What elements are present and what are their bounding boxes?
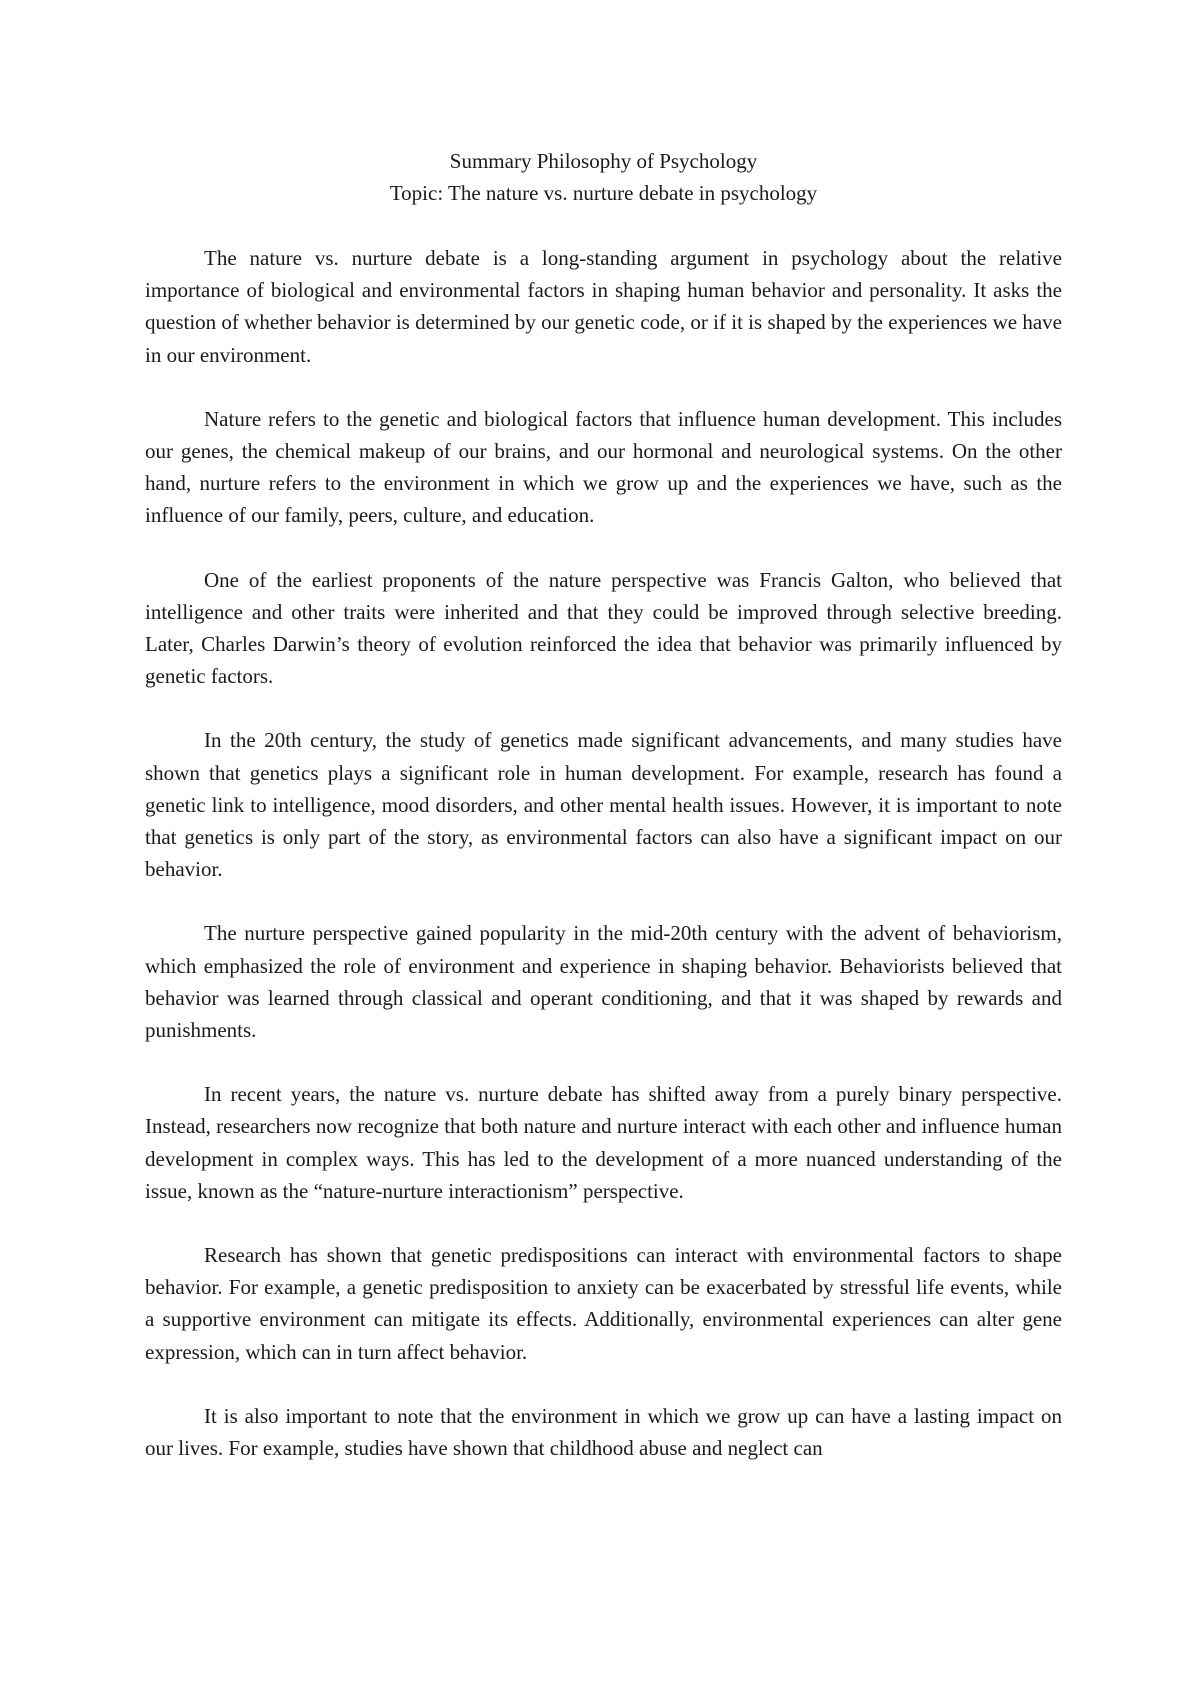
document-body — [145, 145, 1062, 1496]
document-title: Summary Philosophy of Psychology — [449, 149, 758, 173]
paragraph: Nature refers to the genetic and biological factors that influence human development. This includes our genes, the chemical makeup of our brains, and our hormonal and neurological systems. On the other hand, nurture refers to the environment in which we grow up and the experiences we have, such as the influence of our family, peers, culture, and education. — [145, 406, 1062, 528]
paragraph: Research has shown that genetic predispositions can interact with environmental factors to shape behavior. For example, a genetic predisposition to anxiety can be exacerbated by stressful life events, while a supportive environment can mitigate its effects. Additionally, environmental experiences can alter gene expression, which can in turn affect behavior. — [145, 1243, 1062, 1364]
paragraph: In the 20th century, the study of genetics made significant advancements, and many studies have shown that genetics plays a significant role in human development. For example, research has found a genetic link to intelligence, mood disorders, and other mental health issues. However, it is important to note that genetics is only part of the story, as environmental factors can also have a significant impact on our behavior. — [145, 728, 1062, 882]
title-spacer — [145, 209, 1062, 242]
paragraph: The nature vs. nurture debate is a long-standing argument in psychology about the relative importance of biological and environmental factors in shaping human behavior and personality. It asks the question of whether behavior is determined by our genetic code, or if it is shaped by the experiences we have in our environment. — [145, 246, 1062, 367]
paragraph: The nurture perspective gained popularity in the mid-20th century with the advent of behaviorism, which emphasized the role of environment and experience in shaping behavior. Behaviorists believed that behavior was learned through classical and operant conditioning, and that it was shaped by rewards and punishments. — [145, 921, 1062, 1043]
paragraph: One of the earliest proponents of the nature perspective was Francis Galton, who believed that intelligence and other traits were inherited and that they could be improved through selective breeding. Later, Charles Darwin’s theory of evolution reinforced the idea that behavior was primarily influenced by genetic factors. — [145, 567, 1062, 689]
paragraph: It is also important to note that the environment in which we grow up can have a lasting impact on our lives. For example, studies have shown that childhood abuse and neglect can — [145, 1403, 1062, 1461]
document-topic: Topic: The nature vs. nurture debate in psychology — [389, 181, 818, 205]
paragraph: In recent years, the nature vs. nurture debate has shifted away from a purely binary perspective. Instead, researchers now recognize that both nature and nurture interact with each other and influence human development in complex ways. This has led to the development of a more nuanced understanding of the issue, known as the “nature-nurture interactionism” perspective. — [145, 1082, 1062, 1203]
